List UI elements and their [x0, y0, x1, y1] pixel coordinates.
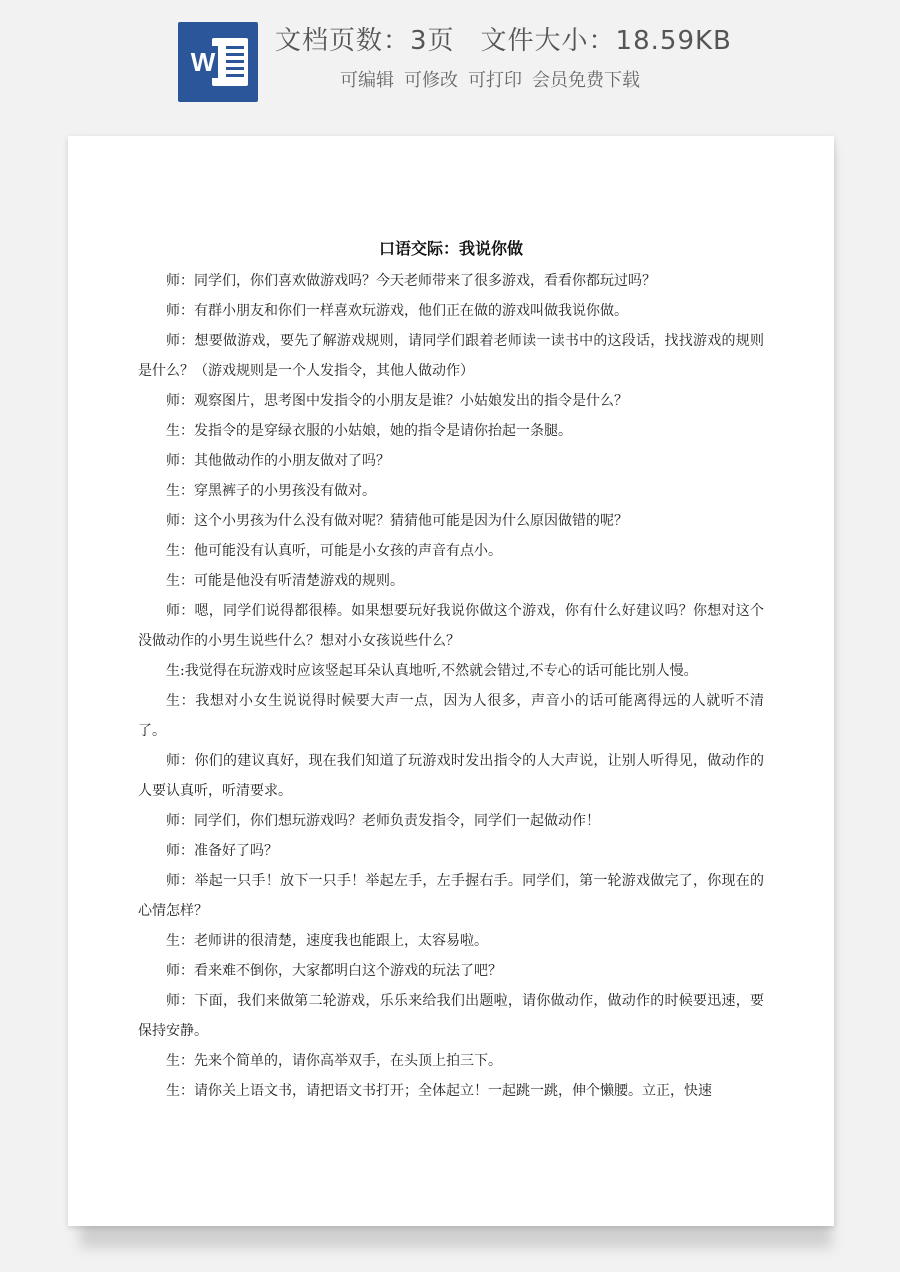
paragraph: 生:我觉得在玩游戏时应该竖起耳朵认真地听,不然就会错过,不专心的话可能比别人慢。	[166, 663, 698, 679]
page-count: 文档页数：3页	[275, 26, 455, 56]
file-info	[275, 20, 732, 57]
paragraph: 生：先来个简单的，请你高举双手，在头顶上拍三下。	[166, 1053, 502, 1069]
feature-printable: 可打印	[468, 70, 522, 91]
document-page	[68, 136, 834, 1226]
paragraph: 师：准备好了吗？	[166, 843, 278, 859]
paragraph: 师：这个小男孩为什么没有做对呢？猜猜他可能是因为什么原因做错的呢？	[166, 513, 628, 529]
paragraph: 师：举起一只手！放下一只手！举起左手，左手握右手。同学们，第一轮游戏做完了，你现在的心情怎样？	[138, 873, 764, 919]
paragraph: 师：看来难不倒你，大家都明白这个游戏的玩法了吧？	[166, 963, 502, 979]
paragraph: 师：观察图片，思考图中发指令的小朋友是谁？小姑娘发出的指令是什么？	[166, 393, 628, 409]
feature-editable: 可编辑	[340, 70, 394, 91]
paragraph: 师：有群小朋友和你们一样喜欢玩游戏，他们正在做的游戏叫做我说你做。	[166, 303, 628, 319]
word-letter-badge: W	[188, 46, 218, 78]
file-size: 文件大小：18.59KB	[480, 26, 732, 56]
feature-list	[340, 66, 650, 92]
paragraph: 生：他可能没有认真听，可能是小女孩的声音有点小。	[166, 543, 502, 559]
word-document-icon	[178, 22, 258, 102]
feature-member-download: 会员免费下载	[532, 70, 640, 91]
paragraph: 生：我想对小女生说说得时候要大声一点，因为人很多，声音小的话可能离得远的人就听不清了。	[138, 693, 764, 739]
document-body	[138, 266, 764, 1106]
paragraph: 生：请你关上语文书，请把语文书打开；全体起立！一起跳一跳，伸个懒腰。立正，快速	[166, 1083, 712, 1099]
feature-modifiable: 可修改	[404, 70, 458, 91]
paragraph: 师：同学们，你们想玩游戏吗？老师负责发指令，同学们一起做动作！	[166, 813, 600, 829]
paragraph: 师：想要做游戏，要先了解游戏规则，请同学们跟着老师读一读书中的这段话，找找游戏的规则是什么？（游戏规则是一个人发指令，其他人做动作）	[138, 333, 764, 379]
paragraph: 师：同学们，你们喜欢做游戏吗？今天老师带来了很多游戏，看看你都玩过吗？	[166, 273, 656, 289]
paragraph: 生：发指令的是穿绿衣服的小姑娘，她的指令是请你抬起一条腿。	[166, 423, 572, 439]
paragraph: 师：你们的建议真好，现在我们知道了玩游戏时发出指令的人大声说，让别人听得见，做动作的人要认真听，听清要求。	[138, 753, 764, 799]
paragraph: 生：可能是他没有听清楚游戏的规则。	[166, 573, 404, 589]
paragraph: 师：嗯，同学们说得都很棒。如果想要玩好我说你做这个游戏，你有什么好建议吗？你想对这个没做动作的小男生说些什么？想对小女孩说些什么？	[138, 603, 764, 649]
paragraph: 师：下面，我们来做第二轮游戏，乐乐来给我们出题啦，请你做动作，做动作的时候要迅速，要保持安静。	[138, 993, 764, 1039]
download-info-header	[0, 0, 900, 130]
document-title: 口语交际：我说你做	[378, 239, 523, 258]
paragraph: 生：老师讲的很清楚，速度我也能跟上，太容易啦。	[166, 933, 488, 949]
paragraph: 生：穿黑裤子的小男孩没有做对。	[166, 483, 376, 499]
paragraph: 师：其他做动作的小朋友做对了吗？	[166, 453, 390, 469]
